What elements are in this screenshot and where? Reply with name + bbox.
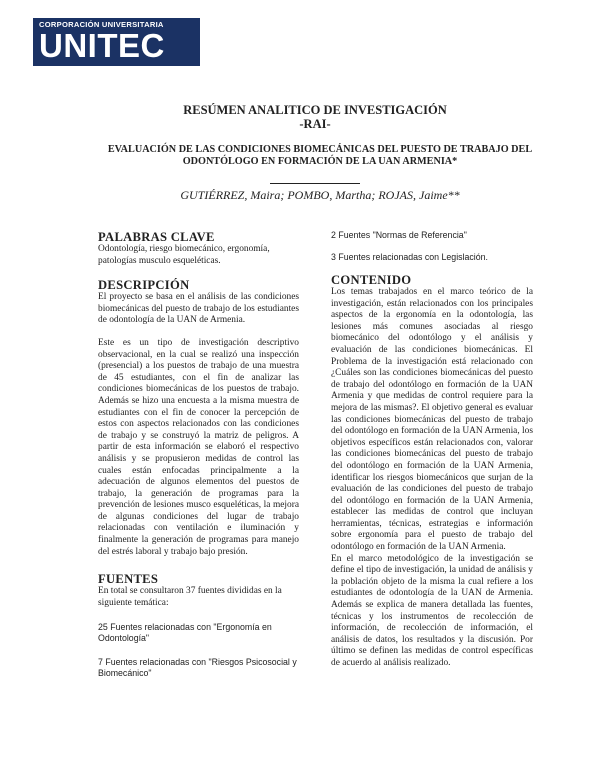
right-column	[331, 230, 533, 670]
unitec-logo	[33, 18, 200, 66]
document-title-abbrev: -RAI-	[299, 117, 331, 131]
title-divider	[270, 183, 360, 184]
logo-subtitle: CORPORACIÓN UNIVERSITARIA	[39, 20, 164, 29]
fuentes-item-3: 2 Fuentes "Normas de Referencia"	[331, 230, 467, 240]
fuentes-item-2: 7 Fuentes relacionadas con "Riesgos Psicosocial y Biomecánico"	[98, 657, 297, 679]
authors: GUTIÉRREZ, Maira; POMBO, Martha; ROJAS, Jaime**	[180, 188, 460, 202]
fuentes-intro: En total se consultaron 37 fuentes divididas en la siguiente temática:	[98, 586, 282, 608]
research-title-line1: EVALUACIÓN DE LAS CONDICIONES BIOMECÁNICAS DEL PUESTO DE TRABAJO DEL	[107, 144, 533, 155]
fuentes-item-1: 25 Fuentes relacionadas con "Ergonomía en Odontología"	[98, 622, 272, 644]
descripcion-heading: DESCRIPCIÓN	[98, 278, 190, 293]
contenido-paragraph-2: En el marco metodológico de la investigación se define el tipo de investigación, la unidad de análisis y la población objeto de la misma la cual refiere a los estudiantes de odontología de la UAN de Armenia. Además se explica de manera detallada las fuentes, técnicas y los instrumentos de recolección de información, de recolección de información, el análisis de datos, los resultados y la discusión. Por último se definen las medidas de control específicas de acuerdo al análisis realizado.	[331, 553, 533, 668]
palabras-clave-text: Odontología, riesgo biomecánico, ergonomía, patologías musculo esqueléticas.	[98, 244, 270, 266]
logo-wordmark: UNITEC	[39, 27, 165, 64]
document-title: RESÚMEN ANALITICO DE INVESTIGACIÓN	[183, 103, 447, 117]
contenido-paragraph-1: Los temas trabajados en el marco teórico de la investigación, están relacionados con los principales aspectos de la ergonomía en la odontología, las lesiones más comunes asociadas al riesgo biomecánico del odontólogo y el análisis y evaluación de las condiciones biomecánicas. El Problema de la investigación está relacionado con ¿Cuáles son las condiciones biomecánicas del puesto de trabajo del odontólogo en formación de la UAN Armenia y que medidas de control requiere para la mejora de las mismas?. El objetivo general es evaluar las condiciones biomecánicas del puesto de trabajo del odontólogo en formación de la UAN Armenia, los objetivos específicos están relacionados con, valorar las condiciones biomecánicas del puesto de trabajo del odontólogo en formación de la UAN Armenia, identificar los riesgos biomecánicos que surjan de la evaluación de las condiciones del puesto de trabajo del odontólogo en formación de la UAN Armenia, establecer las medidas de control que incluyan herramientas, técnicas, estrategias e información sobre ergonomía para el puesto de trabajo del odontólogo en formación de la UAN Armenia.	[331, 287, 533, 553]
fuentes-heading: FUENTES	[98, 572, 159, 587]
descripcion-paragraph-2: Este es un tipo de investigación descriptivo observacional, en la cual se realizó una inspección (presencial) a los puestos de trabajo de una muestra de 45 estudiantes, con el fin de analizar las condiciones biomecánicas de los puestos de trabajo. Además se hizo una encuesta a la misma muestra de estudiantes con el fin de conocer la percepción de estos con aspectos relacionados con las condiciones de trabajo y se construyó la matriz de peligros. A partir de esta información se elaboró el respectivo análisis y se propusieron medidas de control las cuales están enfocadas principalmente a la adecuación de algunos elementos del puestos de trabajo, la generación de programas para la prevención de lesiones musco esqueléticas, la mejora de algunas condiciones del lugar de trabajo relacionadas con ventilación e iluminación y finalmente la generación de programas para manejo del estrés laboral y trabajo bajo presión.	[98, 337, 299, 557]
research-title-line2: ODONTÓLOGO EN FORMACIÓN DE LA UAN ARMENIA*	[182, 155, 458, 167]
descripcion-paragraph-1: El proyecto se basa en el análisis de las condiciones biomecánicas del puesto de trabajo de los estudiantes de odontología de la UAN de Armenia.	[98, 292, 299, 326]
palabras-clave-heading: PALABRAS CLAVE	[98, 230, 215, 244]
left-column	[98, 230, 299, 679]
contenido-heading: CONTENIDO	[331, 273, 412, 287]
fuentes-item-4: 3 Fuentes relacionadas con Legislación.	[331, 252, 488, 262]
